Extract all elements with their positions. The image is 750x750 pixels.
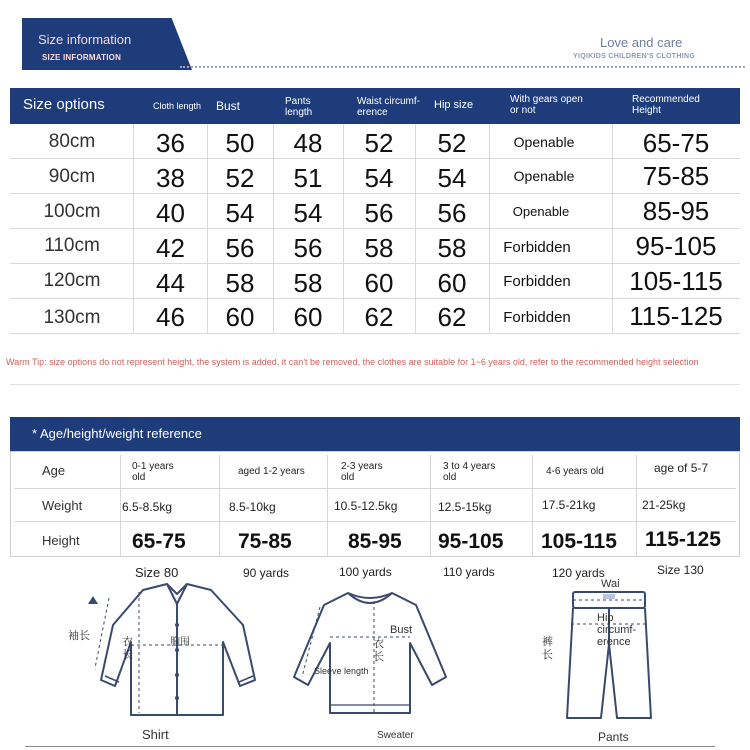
bust-cell: 60 bbox=[225, 302, 255, 332]
sweater-sleeve-label: Sleeve length bbox=[314, 666, 369, 676]
cloth-cell: 46 bbox=[156, 302, 185, 332]
weight-cell: 12.5-15kg bbox=[438, 500, 492, 514]
col-divider bbox=[120, 455, 121, 557]
cloth-cell: 42 bbox=[156, 233, 185, 263]
size-label: 120 yards bbox=[552, 566, 605, 580]
col-divider bbox=[636, 455, 637, 557]
pants-length-label: 裤长 bbox=[542, 636, 553, 661]
col-divider bbox=[219, 455, 220, 557]
col-divider bbox=[327, 455, 328, 557]
header-pants-length: Pants length bbox=[285, 96, 313, 118]
gears-cell: Openable bbox=[513, 134, 575, 150]
size-label: Size 130 bbox=[657, 563, 704, 577]
pants-cell: 54 bbox=[293, 198, 323, 228]
header-subtitle: SIZE INFORMATION bbox=[42, 53, 122, 62]
bust-cell: 54 bbox=[225, 198, 255, 228]
bust-cell: 56 bbox=[225, 233, 255, 263]
age-table-header bbox=[10, 417, 740, 451]
recommended-cell: 105-115 bbox=[629, 266, 723, 296]
size-cell: 110cm bbox=[44, 235, 100, 256]
height-cell: 95-105 bbox=[438, 530, 504, 553]
age-cell: age of 5-7 bbox=[654, 461, 709, 475]
sweater-diagram bbox=[290, 585, 450, 725]
header-size-options: Size options bbox=[23, 96, 105, 113]
pants-diagram bbox=[565, 588, 655, 730]
sweater-bust-label: Bust bbox=[390, 624, 413, 636]
height-cell: 85-95 bbox=[348, 530, 402, 553]
col-divider bbox=[532, 455, 533, 557]
cloth-cell: 38 bbox=[156, 163, 185, 193]
pants-caption: Pants bbox=[598, 730, 629, 744]
size-cell: 90cm bbox=[48, 166, 96, 187]
size-cell: 120cm bbox=[43, 270, 101, 291]
recommended-cell: 75-85 bbox=[642, 161, 710, 191]
recommended-cell: 85-95 bbox=[642, 196, 710, 226]
gears-cell: Openable bbox=[512, 204, 570, 219]
row-label-age: Age bbox=[42, 463, 66, 478]
weight-cell: 8.5-10kg bbox=[229, 500, 276, 514]
pants-cell: 58 bbox=[293, 268, 323, 298]
hip-cell: 60 bbox=[437, 268, 467, 298]
weight-cell: 6.5-8.5kg bbox=[122, 500, 173, 514]
size-label: Size 80 bbox=[135, 565, 179, 580]
waist-cell: 56 bbox=[364, 198, 394, 228]
pants-waist-label: Wai bbox=[601, 578, 620, 590]
cloth-cell: 36 bbox=[156, 128, 185, 158]
pants-cell: 56 bbox=[293, 233, 323, 263]
gears-cell: Forbidden bbox=[503, 273, 571, 290]
header-gears: With gears open or not bbox=[510, 94, 583, 116]
recommended-cell: 65-75 bbox=[642, 128, 710, 158]
age-table-title: * Age/height/weight reference bbox=[32, 426, 202, 441]
header-waist: Waist circumf- erence bbox=[357, 96, 420, 118]
weight-cell: 21-25kg bbox=[642, 498, 686, 512]
hip-cell: 58 bbox=[437, 233, 467, 263]
header-bust: Bust bbox=[216, 99, 241, 113]
row-divider bbox=[14, 521, 736, 522]
shirt-length-label: 衣长 bbox=[122, 636, 133, 661]
recommended-cell: 115-125 bbox=[629, 301, 723, 331]
age-cell: aged 1-2 years bbox=[238, 466, 305, 477]
cloth-cell: 44 bbox=[156, 268, 185, 298]
col-divider bbox=[489, 124, 490, 334]
recommended-cell: 95-105 bbox=[635, 231, 717, 261]
age-cell: 2-3 years old bbox=[341, 461, 383, 483]
row-label-weight: Weight bbox=[42, 498, 83, 513]
shirt-sleeve-label: 袖长 bbox=[68, 630, 90, 642]
shirt-diagram bbox=[95, 580, 265, 730]
hip-cell: 52 bbox=[437, 128, 467, 158]
hip-cell: 56 bbox=[437, 198, 467, 228]
size-cell: 100cm bbox=[43, 201, 101, 222]
brand-subtitle: YIQIKIDS CHILDREN'S CLOTHING bbox=[573, 53, 696, 60]
waist-cell: 52 bbox=[364, 128, 394, 158]
size-cell: 130cm bbox=[43, 307, 101, 328]
waist-cell: 60 bbox=[364, 268, 394, 298]
hip-cell: 54 bbox=[437, 163, 467, 193]
size-label: 110 yards bbox=[443, 565, 495, 579]
footer-divider bbox=[25, 746, 715, 747]
sweater-caption: Sweater bbox=[377, 730, 414, 741]
hip-cell: 62 bbox=[437, 302, 467, 332]
bust-cell: 50 bbox=[225, 128, 255, 158]
header-hip: Hip size bbox=[434, 99, 474, 111]
header-divider bbox=[180, 66, 745, 68]
pants-cell: 60 bbox=[293, 302, 323, 332]
section-divider bbox=[10, 384, 740, 385]
row-divider bbox=[10, 333, 740, 334]
weight-cell: 17.5-21kg bbox=[542, 498, 596, 512]
shirt-bust-label: 胸围 bbox=[170, 637, 190, 648]
bust-cell: 52 bbox=[225, 163, 255, 193]
col-divider bbox=[430, 455, 431, 557]
warm-tip: Warm Tip: size options do not represent height, the system is added, it can't be removed, the clothes are suitable for 1~6 years old, refer to the recommended height selection bbox=[6, 357, 699, 367]
size-label: 90 yards bbox=[243, 566, 290, 580]
weight-cell: 10.5-12.5kg bbox=[334, 499, 398, 513]
age-cell: 4-6 years old bbox=[546, 466, 604, 477]
header-recommended: Recommended Height bbox=[632, 94, 700, 116]
waist-cell: 54 bbox=[364, 163, 394, 193]
gears-cell: Forbidden bbox=[503, 309, 571, 326]
brand-slogan: Love and care bbox=[600, 35, 683, 50]
size-cell: 80cm bbox=[48, 131, 96, 152]
shirt-caption: Shirt bbox=[142, 727, 169, 742]
arrow-icon bbox=[88, 596, 98, 610]
height-cell: 115-125 bbox=[645, 528, 721, 551]
height-cell: 65-75 bbox=[132, 530, 186, 553]
gears-cell: Forbidden bbox=[503, 239, 571, 256]
pants-cell: 51 bbox=[293, 163, 323, 193]
row-label-height: Height bbox=[42, 533, 80, 548]
size-label: 100 yards bbox=[339, 565, 392, 579]
sweater-length-label: 衣长 bbox=[373, 638, 384, 663]
header-title: Size information bbox=[38, 32, 132, 47]
cloth-cell: 40 bbox=[156, 198, 185, 228]
height-cell: 75-85 bbox=[238, 530, 292, 553]
size-table-header bbox=[10, 88, 740, 124]
waist-cell: 58 bbox=[364, 233, 394, 263]
bust-cell: 58 bbox=[225, 268, 255, 298]
waist-cell: 62 bbox=[364, 302, 394, 332]
pants-hip-label: Hip circumf- erence bbox=[597, 612, 637, 648]
header-cloth-length: Cloth length bbox=[153, 101, 202, 111]
height-cell: 105-115 bbox=[541, 530, 617, 553]
pants-cell: 48 bbox=[293, 128, 323, 158]
age-cell: 0-1 years old bbox=[132, 461, 174, 483]
gears-cell: Openable bbox=[513, 168, 575, 184]
age-cell: 3 to 4 years old bbox=[443, 461, 496, 483]
row-divider bbox=[14, 488, 736, 489]
